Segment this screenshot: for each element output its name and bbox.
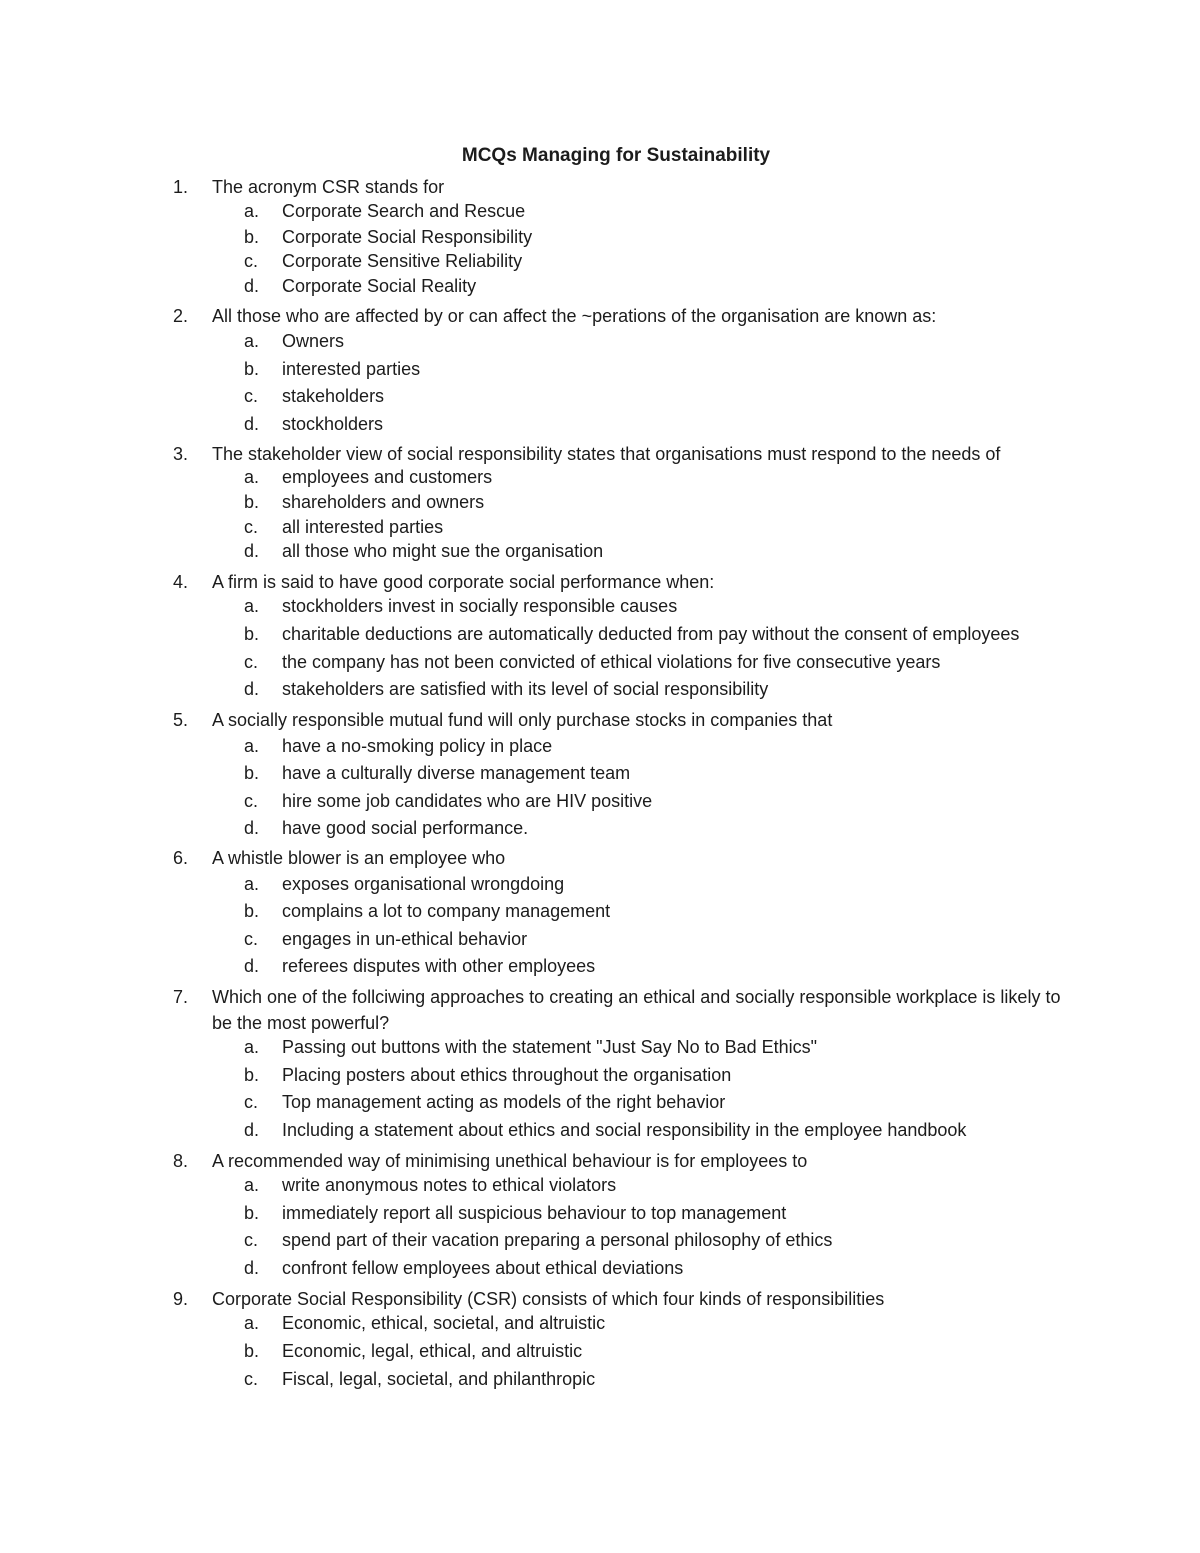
option-text: stakeholders	[282, 386, 385, 406]
option-text: engages in un-ethical behavior	[282, 929, 528, 949]
option-letter: c.	[244, 517, 259, 537]
option-letter: b.	[244, 359, 260, 379]
question-number: 2.	[173, 306, 189, 326]
option-text: Economic, legal, ethical, and altruistic	[282, 1341, 583, 1361]
question-text: The acronym CSR stands for	[212, 177, 445, 197]
option-letter: d.	[244, 276, 260, 296]
option-letter: d.	[244, 414, 260, 434]
option	[244, 956, 1084, 977]
option	[244, 679, 1084, 700]
option-letter: a.	[244, 201, 260, 221]
option	[244, 386, 1084, 407]
option	[244, 652, 1084, 673]
question-4	[173, 569, 1073, 595]
question-text: Corporate Social Responsibility (CSR) consists of which four kinds of responsibilities	[212, 1289, 885, 1309]
option-text: Owners	[282, 331, 345, 351]
option	[244, 201, 1084, 222]
question-6	[173, 845, 1073, 871]
question-text: A firm is said to have good corporate social performance when:	[212, 572, 715, 592]
option-letter: b.	[244, 901, 260, 921]
option-text: Including a statement about ethics and social responsibility in the employee handbook	[282, 1120, 967, 1140]
option-text: employees and customers	[282, 467, 493, 487]
option	[244, 414, 1084, 435]
option	[244, 467, 1084, 488]
option	[244, 1065, 1084, 1086]
option-text: Fiscal, legal, societal, and philanthropic	[282, 1369, 596, 1389]
option	[244, 901, 1084, 922]
option	[244, 227, 1084, 248]
option-letter: c.	[244, 652, 259, 672]
option-text: have good social performance.	[282, 818, 529, 838]
option-letter: a.	[244, 1175, 260, 1195]
option	[244, 1369, 1084, 1390]
option-letter: a.	[244, 736, 260, 756]
question-number: 1.	[173, 177, 189, 197]
option-letter: b.	[244, 763, 260, 783]
option-text: exposes organisational wrongdoing	[282, 874, 565, 894]
option-text: immediately report all suspicious behaviour to top management	[282, 1203, 787, 1223]
question-9	[173, 1286, 1073, 1312]
option-text: Corporate Social Responsibility	[282, 227, 533, 247]
option-text: confront fellow employees about ethical deviations	[282, 1258, 684, 1278]
option-text: the company has not been convicted of ethical violations for five consecutive years	[282, 652, 941, 672]
option	[244, 763, 1084, 784]
option-letter: d.	[244, 679, 260, 699]
option-text: Corporate Search and Rescue	[282, 201, 526, 221]
option-text: Corporate Sensitive Reliability	[282, 251, 523, 271]
option-letter: c.	[244, 251, 259, 271]
option-letter: b.	[244, 1065, 260, 1085]
question-number: 3.	[173, 444, 189, 464]
option-text: shareholders and owners	[282, 492, 485, 512]
option-letter: b.	[244, 1341, 260, 1361]
option-letter: d.	[244, 1120, 260, 1140]
option-letter: a.	[244, 1313, 260, 1333]
option-text: Economic, ethical, societal, and altruistic	[282, 1313, 606, 1333]
option-letter: a.	[244, 874, 260, 894]
option-letter: b.	[244, 492, 260, 512]
question-7	[173, 984, 1073, 1036]
option	[244, 1258, 1084, 1279]
question-1	[173, 174, 1073, 200]
option-text: hire some job candidates who are HIV positive	[282, 791, 653, 811]
option-text: all interested parties	[282, 517, 444, 537]
question-text: A whistle blower is an employee who	[212, 848, 506, 868]
option	[244, 818, 1084, 839]
option	[244, 359, 1084, 380]
option-text: complains a lot to company management	[282, 901, 611, 921]
option	[244, 736, 1084, 757]
question-text: A recommended way of minimising unethical behaviour is for employees to	[212, 1151, 808, 1171]
option-text: interested parties	[282, 359, 421, 379]
option	[244, 276, 1084, 297]
option-letter: a.	[244, 467, 260, 487]
option-text: write anonymous notes to ethical violators	[282, 1175, 617, 1195]
option	[244, 492, 1084, 513]
option-letter: a.	[244, 596, 260, 616]
option-letter: d.	[244, 1258, 260, 1278]
question-text: Which one of the follciwing approaches to creating an ethical and socially responsible workplace is likely to be the most powerful?	[212, 987, 1061, 1033]
option	[244, 929, 1084, 950]
question-text: A socially responsible mutual fund will only purchase stocks in companies that	[212, 710, 833, 730]
option	[244, 517, 1084, 538]
option	[244, 874, 1084, 895]
option-letter: c.	[244, 929, 259, 949]
option	[244, 541, 1084, 562]
page-title: MCQs Managing for Sustainability	[461, 145, 771, 166]
option-text: all those who might sue the organisation	[282, 541, 604, 561]
question-text: The stakeholder view of social responsibility states that organisations must respond to the needs of	[212, 444, 1001, 464]
option	[244, 1313, 1084, 1334]
option	[244, 1230, 1084, 1251]
question-number: 6.	[173, 848, 189, 868]
option-text: Passing out buttons with the statement "Just Say No to Bad Ethics"	[282, 1037, 818, 1057]
option	[244, 1037, 1084, 1058]
option-text: stockholders invest in socially responsible causes	[282, 596, 678, 616]
option-letter: a.	[244, 1037, 260, 1057]
option	[244, 1092, 1084, 1113]
option-letter: c.	[244, 386, 259, 406]
option-letter: c.	[244, 1092, 259, 1112]
option-letter: d.	[244, 541, 260, 561]
question-text: All those who are affected by or can affect the ~perations of the organisation are known as:	[212, 306, 937, 326]
question-number: 8.	[173, 1151, 189, 1171]
option	[244, 331, 1084, 352]
option	[244, 1203, 1084, 1224]
option-text: have a no-smoking policy in place	[282, 736, 553, 756]
option	[244, 1341, 1084, 1362]
option-letter: d.	[244, 818, 260, 838]
option-letter: c.	[244, 1369, 259, 1389]
question-2	[173, 303, 1073, 329]
option-text: Corporate Social Reality	[282, 276, 477, 296]
question-number: 5.	[173, 710, 189, 730]
option-letter: c.	[244, 1230, 259, 1250]
option-text: referees disputes with other employees	[282, 956, 596, 976]
question-number: 7.	[173, 987, 189, 1007]
option	[244, 1175, 1084, 1196]
question-8	[173, 1148, 1073, 1174]
option	[244, 596, 1084, 617]
option-letter: b.	[244, 1203, 260, 1223]
option-text: Top management acting as models of the right behavior	[282, 1092, 726, 1112]
option-text: stakeholders are satisfied with its level of social responsibility	[282, 679, 769, 699]
option-letter: c.	[244, 791, 259, 811]
question-number: 4.	[173, 572, 189, 592]
option	[244, 624, 1084, 645]
question-5	[173, 707, 1073, 733]
question-number: 9.	[173, 1289, 189, 1309]
option-text: spend part of their vacation preparing a personal philosophy of ethics	[282, 1230, 833, 1250]
option-text: have a culturally diverse management team	[282, 763, 631, 783]
option-text: charitable deductions are automatically deducted from pay without the consent of employees	[282, 624, 1020, 644]
option	[244, 1120, 1084, 1141]
option-letter: b.	[244, 624, 260, 644]
option-letter: a.	[244, 331, 260, 351]
option-letter: b.	[244, 227, 260, 247]
option-text: stockholders	[282, 414, 384, 434]
question-3	[173, 441, 1073, 467]
option-letter: d.	[244, 956, 260, 976]
option	[244, 251, 1084, 272]
option	[244, 791, 1084, 812]
option-text: Placing posters about ethics throughout the organisation	[282, 1065, 732, 1085]
